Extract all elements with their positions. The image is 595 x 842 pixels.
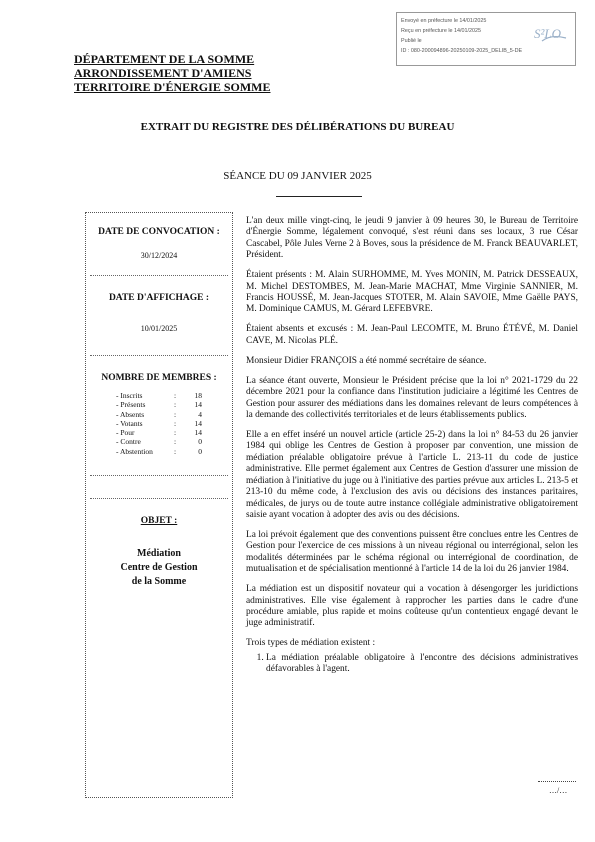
member-count-label: - Présents	[116, 400, 146, 410]
present-members-paragraph: Étaient présents : M. Alain SURHOMME, M. Yves MONIN, M. Patrick DESSEAUX, M. Michel DESTOMBES, M. Jean-Marie MACHAT, Mme Virginie SANNIER, M. Francis HOUSSÉ, M. Jean-Jacques STOTER, M. Alain SAVOIE, Mme Gaëlle PAYS, M. Dominique CAMUS, M. Gérard LEFEBVRE.	[246, 270, 578, 315]
member-count-value: 18	[194, 391, 202, 400]
member-count-value: 14	[194, 400, 202, 410]
members-label: NOMBRE DE MEMBRES :	[101, 373, 217, 383]
session-underline	[276, 196, 362, 197]
department-line: DÉPARTEMENT DE LA SOMME	[74, 52, 255, 66]
session-date: SÉANCE DU 09 JANVIER 2025	[223, 170, 372, 182]
territoire-line: TERRITOIRE D'ÉNERGIE SOMME	[74, 80, 271, 94]
subject-title	[86, 547, 232, 589]
deliberation-body	[246, 216, 578, 676]
list-item: 1. La médiation préalable obligatoire à l'encontre des décisions administratives défavorables à l'agent.	[266, 653, 578, 676]
body-paragraph: La médiation est un dispositif novateur qui a vocation à désengorger les juridictions administratives. Elle vise également à rapprocher les parties dans le cadre d'une procédure amiable, plus rapide et moins coûteuse qu'un contentieux engagé devant le juge administratif.	[246, 584, 578, 629]
convocation-label: DATE DE CONVOCATION :	[98, 227, 220, 237]
convocation-date: 30/12/2024	[140, 251, 178, 260]
s2lo-logo: S²LO	[533, 26, 561, 41]
mediation-types-intro: Trois types de médiation existent :	[246, 638, 376, 649]
absent-members-paragraph: Étaient absents et excusés : M. Jean-Paul LECOMTE, M. Bruno ÉTÉVÉ, M. Daniel CAVE, M. Nicolas PLÉ.	[246, 324, 578, 346]
member-count-value: 14	[194, 418, 202, 428]
body-paragraph: La loi prévoit également que des conventions puissent être conclues entre les Centres de Gestion pour l'exercice de ces missions à un niveau régional ou interrégional, selon les modalités déterminées par le schéma régional ou interrégional de coordination, de mutualisation et de spécialisation mentionné à l'article 14 de la loi du 26 janvier 1984.	[246, 529, 578, 575]
member-count-row: - Absents : 4	[116, 409, 202, 419]
member-count-row: - Votants : 14	[116, 418, 202, 428]
member-count-row: - Pour : 14	[116, 428, 202, 438]
affichage-date: 10/01/2025	[140, 324, 178, 333]
member-count-label: - Pour	[116, 428, 135, 438]
member-count-row: - Contre : 0	[116, 437, 202, 447]
subject-line: Centre de Gestion	[120, 562, 198, 573]
members-list	[116, 391, 226, 456]
stamp-sent-line: Envoyé en préfecture le 14/01/2025	[401, 18, 487, 24]
department-header	[74, 52, 270, 94]
stamp-received-line: Reçu en préfecture le 14/01/2025	[401, 28, 482, 34]
sidebar-divider	[90, 475, 228, 476]
member-count-value: 0	[198, 446, 202, 456]
member-count-value: 4	[198, 409, 202, 419]
arrondissement-line: ARRONDISSEMENT D'AMIENS	[74, 66, 252, 80]
document-title: EXTRAIT DU REGISTRE DES DÉLIBÉRATIONS DU BUREAU	[140, 121, 455, 133]
body-paragraph: Elle a en effet inséré un nouvel article (article 25-2) dans la loi n° 84-53 du 26 janvier 1984 qui oblige les Centres de Gestion à proposer par convention, une mission de médiation préalable obligatoire prévue à l'article L. 213-11 du code de justice administrative. Elle permet également aux Centres de Gestion d'assurer une mission de médiation à l'initiative du juge ou à l'initiative des parties prévue aux articles L. 213-5 et 213-10 du même code, à l'exclusion des avis ou décisions des instances paritaires, médicales, de jurys ou de toute autre instance collégiale administrative obligatoirement saisie ayant vocation à adopter des avis ou des décisions.	[246, 430, 578, 520]
subject-line: Médiation	[137, 548, 181, 559]
member-count-label: - Contre	[116, 437, 141, 447]
sidebar-divider	[90, 498, 228, 499]
prefecture-stamp	[396, 12, 576, 66]
continuation-mark: …/…	[549, 786, 568, 795]
subject-line: de la Somme	[131, 576, 187, 587]
member-count-label: - Votants	[116, 418, 143, 428]
stamp-published-line: Publié le	[401, 38, 422, 44]
body-paragraph: La séance étant ouverte, Monsieur le Président précise que la loi n° 2021-1729 du 22 décembre 2021 pour la confiance dans l'institution judiciaire a légitimé les Centres de Gestion pour assurer des médiations dans les domaines relevant de leurs compétences à la demande des collectivités territoriales et de leurs établissements publics.	[246, 375, 578, 421]
objet-label: OBJET :	[140, 516, 178, 526]
affichage-label: DATE D'AFFICHAGE :	[108, 293, 210, 303]
logo-swash-icon	[541, 35, 567, 43]
member-count-label: - Inscrits	[116, 391, 143, 400]
sidebar-divider	[90, 275, 228, 276]
member-count-row: - Présents : 14	[116, 400, 202, 410]
member-count-row: - Abstention : 0	[116, 446, 202, 456]
member-count-row: - Inscrits : 18	[116, 391, 202, 400]
member-count-value: 0	[198, 437, 202, 447]
secretary-paragraph: Monsieur Didier FRANÇOIS a été nommé secrétaire de séance.	[246, 355, 487, 366]
member-count-label: - Absents	[116, 409, 145, 419]
member-count-value: 14	[194, 428, 202, 438]
sidebar-divider	[90, 355, 228, 356]
stamp-id-line: ID : 080-200094896-20250109-2025_DELIB_5-DE	[401, 48, 523, 54]
page-end-rule	[538, 781, 576, 782]
opening-paragraph: L'an deux mille vingt-cinq, le jeudi 9 janvier à 09 heures 30, le Bureau de Territoire d'Énergie Somme, légalement convoqué, s'est réuni dans ses locaux, 3 rue César Cascabel, Pôle Jules Verne 2 à Boves, sous la présidence de M. Franck BEAUVARLET, Président.	[246, 216, 578, 261]
sidebar-box	[85, 212, 233, 798]
member-count-label: - Abstention	[116, 446, 153, 456]
mediation-types-list	[246, 653, 578, 676]
